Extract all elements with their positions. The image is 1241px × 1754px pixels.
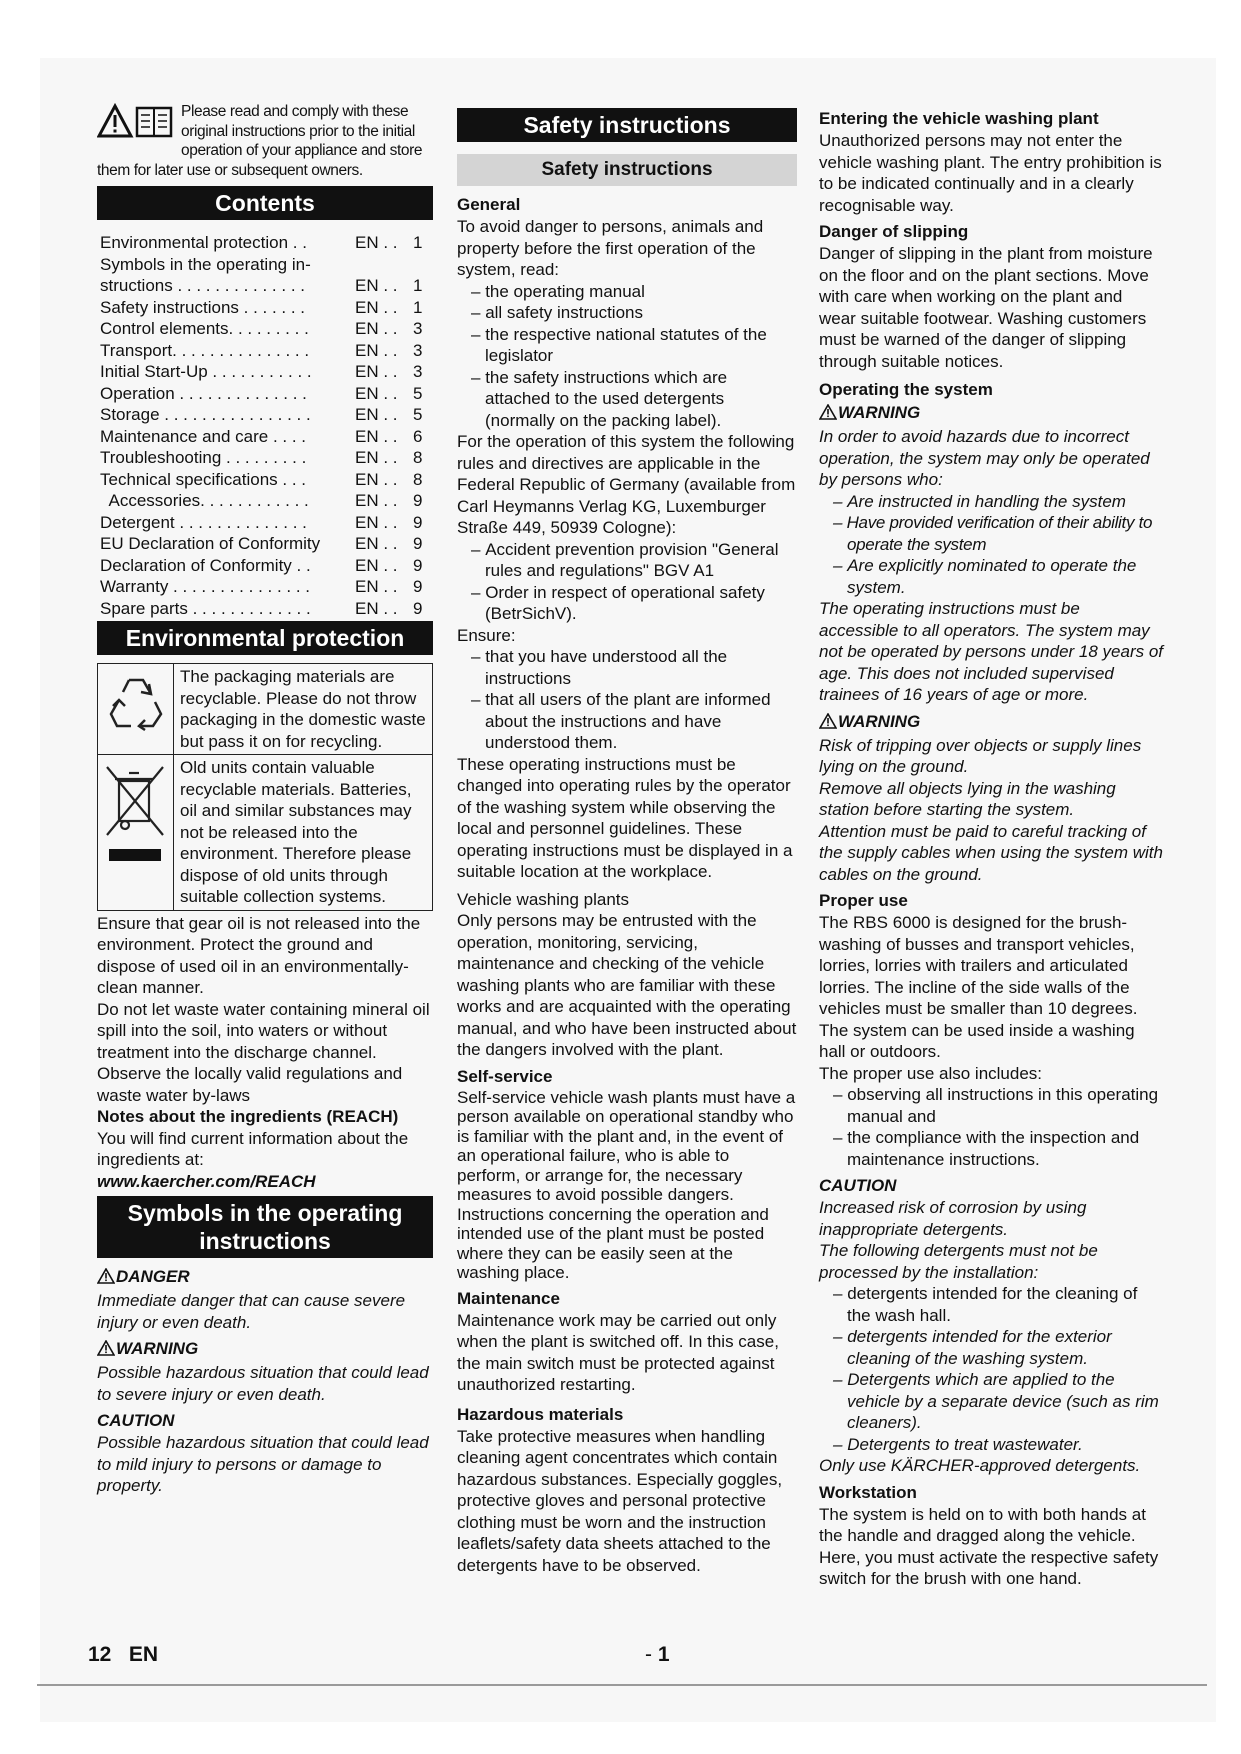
- toc-entry[interactable]: [100, 469, 433, 491]
- toc-entry-language: EN . .: [355, 297, 398, 317]
- column-left: [97, 102, 433, 1497]
- toc-entry-page: 5: [413, 405, 423, 424]
- toc-entry-page: 9: [413, 577, 423, 596]
- toc-entry-title: Warranty . . . . . . . . . . . . . . .: [100, 577, 311, 596]
- toc-entry-title: Maintenance and care . . . .: [100, 426, 307, 446]
- toc-entry-page: 1: [413, 233, 423, 252]
- reach-text: You will find current information about the ingredients at:: [97, 1128, 409, 1169]
- list-item: – Are explicitly nominated to operate the system.: [819, 555, 1163, 598]
- list-item: – Are instructed in handling the system: [819, 491, 1163, 513]
- toc-entry[interactable]: [100, 447, 433, 469]
- toc-entry-language: EN . .: [355, 405, 398, 424]
- operating-warning-text: In order to avoid hazards due to incorrect operation, the system may only be operated by persons who:: [819, 427, 1150, 489]
- proper-use-heading: Proper use: [819, 891, 908, 910]
- toc-entry-page: 3: [413, 319, 423, 338]
- caution-label: CAUTION: [819, 1176, 897, 1195]
- toc-entry[interactable]: [100, 232, 433, 254]
- toc-entry-page: 9: [413, 512, 423, 532]
- toc-entry[interactable]: [100, 533, 433, 555]
- toc-entry[interactable]: [100, 555, 433, 577]
- list-item: – that you have understood all the instructions: [457, 646, 797, 689]
- toc-entry-language: EN . .: [355, 319, 398, 338]
- toc-entry-language: EN . .: [355, 491, 398, 510]
- proper-use-text: The RBS 6000 is designed for the brush-washing of busses and transport vehicles, lorries, lorries with trailers and articulated lorries. The incline of the side walls of the vehicles must be smaller than 10 degrees. The system can be used inside a washing hall or outdoors.: [819, 913, 1138, 1061]
- tripping-text: Risk of tripping over objects or supply lines lying on the ground.: [819, 735, 1142, 776]
- center-page-number: - 1: [645, 1643, 670, 1666]
- gear-oil-text: Ensure that gear oil is not released into the environment. Protect the ground and dispose of used oil in an environmentally-clean manner.: [97, 913, 421, 997]
- toc-entry-title: Declaration of Conformity . .: [100, 555, 311, 575]
- environment-row-old-units: [98, 755, 432, 910]
- toc-entry-language: EN . .: [355, 448, 398, 467]
- reach-link[interactable]: www.kaercher.com/REACH: [97, 1171, 316, 1191]
- toc-entry[interactable]: [100, 576, 433, 598]
- symbols-heading: Symbols in the operating instructions: [97, 1196, 433, 1258]
- operating-rules-text: These operating instructions must be changed into operating rules by the operator of the washing system while observing the local and personnel guidelines. These operating instructions must be displayed in a suitable location at the workplace.: [457, 754, 793, 881]
- toc-entry-title: Detergent . . . . . . . . . . . . . .: [100, 512, 307, 532]
- caution-label: CAUTION: [97, 1411, 175, 1430]
- environment-table: [97, 663, 433, 911]
- toc-entry-language: EN . .: [355, 362, 398, 381]
- list-item: – all safety instructions: [457, 302, 797, 324]
- toc-entry-language: EN . .: [355, 534, 398, 553]
- list-item: – Detergents to treat wastewater.: [819, 1434, 1163, 1456]
- list-item: – Detergents which are applied to the vehicle by a separate device (such as rim cleaners).: [819, 1369, 1163, 1434]
- workstation-text: The system is held on to with both hands at the handle and dragged along the vehicle. Here, you must activate the respective safety switch for the brush with one hand.: [819, 1504, 1159, 1588]
- vehicle-washing-plants-label: Vehicle washing plants: [457, 889, 630, 909]
- toc-entry-page: 8: [413, 448, 423, 467]
- notice-text: Please read and comply with these original instructions prior to the initial operation of your appliance and store them for later use or subsequent owners.: [97, 103, 423, 179]
- list-item: – Order in respect of operational safety (BetrSichV).: [457, 582, 797, 625]
- list-item: – the operating manual: [457, 281, 797, 303]
- regulations-text: For the operation of this system the following rules and directives are applicable in the Federal Republic of Germany (available from Carl Heymanns Verlag KG, Luxemburger Straße 449, 50939 Cologne):: [457, 432, 796, 537]
- toc-entry-title: Initial Start-Up . . . . . . . . . . .: [100, 362, 312, 381]
- danger-text: Immediate danger that can cause severe injury or even death.: [97, 1291, 406, 1332]
- toc-entry-language: EN . .: [355, 426, 398, 446]
- toc-entry-language: EN . .: [355, 555, 398, 575]
- entering-heading: Entering the vehicle washing plant: [819, 109, 1099, 128]
- toc-entry-language: EN . .: [355, 383, 398, 403]
- list-item: – the compliance with the inspection and maintenance instructions.: [819, 1127, 1163, 1170]
- toc-entry-title: Storage . . . . . . . . . . . . . . . .: [100, 405, 311, 424]
- toc-entry-page: 8: [413, 469, 423, 489]
- maintenance-heading: Maintenance: [457, 1288, 560, 1308]
- toc-entry[interactable]: [100, 383, 433, 405]
- general-list: [457, 281, 797, 432]
- danger-label: DANGER: [97, 1266, 433, 1290]
- old-units-text: Old units contain valuable recyclable materials. Batteries, oil and similar substances may not be released into the environment. Therefore please dispose of old units through suitable collection systems.: [180, 758, 412, 906]
- toc-entry-title: Spare parts . . . . . . . . . . . . .: [100, 598, 311, 618]
- recycling-icon: [98, 664, 174, 754]
- toc-entry[interactable]: [100, 297, 433, 319]
- maintenance-text: Maintenance work may be carried out only when the plant is switched off. In this case, the main switch must be protected against unauthorized restarting.: [457, 1310, 779, 1394]
- packaging-text: The packaging materials are recyclable. Please do not throw packaging in the domestic waste but pass it on for recycling.: [180, 667, 426, 751]
- vehicle-washing-plants-text: Only persons may be entrusted with the operation, monitoring, servicing, maintenance and checking of the vehicle washing plants who are familiar with these works and are acquainted with the operating manual, and who have been instructed about the dangers involved with the plant.: [457, 911, 797, 1059]
- toc-entry-title: Transport. . . . . . . . . . . . . . .: [100, 340, 310, 360]
- remove-objects-text: Remove all objects lying in the washing station before starting the system.: [819, 778, 1116, 819]
- toc-entry-title: Control elements. . . . . . . . .: [100, 319, 309, 338]
- list-item: – Have provided verification of their ability to operate the system: [819, 512, 1163, 555]
- toc-entry-page: 3: [413, 340, 423, 360]
- toc-entry-page: 3: [413, 362, 423, 381]
- toc-entry-language: EN . .: [355, 340, 398, 360]
- general-text: To avoid danger to persons, animals and property before the first operation of the system, read:: [457, 217, 764, 279]
- toc-entry-page: 5: [413, 383, 423, 403]
- toc-entry-title: Technical specifications . . .: [100, 469, 306, 489]
- toc-entry-language: EN . .: [355, 512, 398, 532]
- notice-block: [97, 102, 433, 180]
- toc-entry-page: 9: [413, 598, 423, 618]
- warning-book-icon: [97, 102, 177, 142]
- self-service-text: Self-service vehicle wash plants must have a person available on operational standby who is familiar with the plant and, in the event of an operational failure, who is able to perform, or arrange for, the necessary measures to avoid possible dangers. Instructions concerning the operation and intended use of the plant must be posted where they can be easily seen at the washing place.: [457, 1087, 796, 1282]
- toc-entry-title: Safety instructions . . . . . . .: [100, 297, 306, 317]
- toc-entry-language: EN . .: [355, 469, 398, 489]
- toc-entry-language: EN . .: [355, 577, 398, 596]
- approved-detergents-text: Only use KÄRCHER-approved detergents.: [819, 1456, 1141, 1475]
- reach-heading: Notes about the ingredients (REACH): [97, 1107, 399, 1126]
- caution-text: Possible hazardous situation that could lead to mild injury to persons or damage to property.: [97, 1433, 429, 1495]
- warning-triangle-icon: [97, 1340, 115, 1362]
- warning-text: Possible hazardous situation that could lead to severe injury or even death.: [97, 1363, 429, 1404]
- list-item: – that all users of the plant are informed about the instructions and have understood them.: [457, 689, 797, 754]
- list-item: – detergents intended for the exterior cleaning of the washing system.: [819, 1326, 1163, 1369]
- toc-entry-language: EN . .: [355, 598, 398, 618]
- general-heading: General: [457, 195, 521, 214]
- list-item: – the safety instructions which are attached to the used detergents (normally on the packing label).: [457, 367, 797, 432]
- column-right: [819, 108, 1163, 1590]
- slipping-text: Danger of slipping in the plant from moisture on the floor and on the plant sections. Move with care when working on the plant and wear suitable footwear. Washing customers must be warned of the danger of slipping through suitable notices.: [819, 244, 1153, 371]
- toc-entry-title: Accessories. . . . . . . . . . . .: [100, 491, 309, 510]
- toc-entry-page: 1: [413, 276, 423, 295]
- operating-system-heading: Operating the system: [819, 380, 993, 399]
- toc-entry-page: 1: [413, 297, 423, 317]
- toc-entry[interactable]: [100, 426, 433, 448]
- waste-water-text: Do not let waste water containing mineral oil spill into the soil, into waters or without treatment into the discharge channel. Observe the locally valid regulations and waste water by-laws: [97, 999, 430, 1105]
- entering-text: Unauthorized persons may not enter the vehicle washing plant. The entry prohibition is to be indicated continually and in a clearly recognisable way.: [819, 131, 1162, 215]
- toc-entry[interactable]: [100, 598, 433, 620]
- proper-use-also: The proper use also includes:: [819, 1063, 1043, 1083]
- list-item: – observing all instructions in this operating manual and: [819, 1084, 1163, 1127]
- environment-row-packaging: [98, 664, 432, 755]
- toc-entry[interactable]: [100, 490, 433, 512]
- warning-triangle-icon: [819, 713, 837, 735]
- crossed-out-bin-icon: [98, 755, 174, 910]
- warning-triangle-icon: [97, 1268, 115, 1290]
- environmental-protection-heading: Environmental protection: [97, 621, 433, 655]
- toc-entry[interactable]: [100, 361, 433, 383]
- list-item: – Accident prevention provision "General rules and regulations" BGV A1: [457, 539, 797, 582]
- cable-tracking-text: Attention must be paid to careful tracking of the supply cables when using the system with cables on the ground.: [819, 821, 1163, 884]
- safety-instructions-heading: Safety instructions: [457, 108, 797, 142]
- column-middle: [457, 108, 797, 1576]
- toc-entry[interactable]: [100, 318, 433, 340]
- slipping-heading: Danger of slipping: [819, 222, 969, 241]
- workstation-heading: Workstation: [819, 1482, 917, 1502]
- toc-entry-page: 9: [413, 491, 423, 510]
- corrosion-text: Increased risk of corrosion by using inappropriate detergents.: [819, 1198, 1087, 1239]
- toc-entry-title: Troubleshooting . . . . . . . . .: [100, 448, 307, 467]
- toc-entry[interactable]: [100, 404, 433, 426]
- footer-divider: [37, 1684, 1207, 1686]
- toc-entry-language: EN . .: [355, 233, 398, 252]
- toc-entry[interactable]: [100, 254, 433, 276]
- toc-entry[interactable]: [100, 275, 433, 297]
- toc-entry-page: 9: [413, 555, 423, 575]
- hazardous-materials-heading: Hazardous materials: [457, 1404, 624, 1424]
- toc-entry-title: EU Declaration of Conformity: [100, 534, 321, 553]
- toc-entry-page: 6: [413, 426, 423, 446]
- toc-entry-title: Environmental protection . .: [100, 233, 307, 252]
- list-item: – the respective national statutes of the legislator: [457, 324, 797, 367]
- language-code: EN: [128, 1643, 159, 1666]
- page-number: 12 EN: [88, 1643, 159, 1666]
- safety-instructions-subheading: Safety instructions: [457, 154, 797, 186]
- self-service-heading: Self-service: [457, 1066, 553, 1086]
- warning-label: WARNING: [819, 402, 1163, 426]
- toc-entry[interactable]: [100, 512, 433, 534]
- toc-entry-page: 9: [413, 534, 423, 553]
- warning-triangle-icon: [819, 404, 837, 426]
- contents-heading: Contents: [97, 186, 433, 220]
- toc-entry-title: structions . . . . . . . . . . . . . .: [100, 276, 305, 295]
- hazardous-materials-text: Take protective measures when handling cleaning agent concentrates which contain hazardous substances. Especially goggles, protective gloves and personal protective clothing must be worn and the instruction leaflets/safety data sheets attached to the detergents have to be observed.: [457, 1426, 783, 1575]
- toc-entry[interactable]: [100, 340, 433, 362]
- operating-access-text: The operating instructions must be accessible to all operators. The system may not be operated by persons under 18 years of age. This does not included supervised trainees of 16 years of age or more.: [819, 599, 1164, 704]
- warning-label: WARNING: [97, 1338, 433, 1362]
- toc-entry-language: EN . .: [355, 276, 398, 295]
- warning-label: WARNING: [819, 711, 1163, 735]
- table-of-contents: [97, 232, 433, 619]
- detergents-text: The following detergents must not be processed by the installation:: [819, 1241, 1098, 1282]
- toc-entry-title: Symbols in the operating in-: [100, 254, 311, 274]
- toc-entry-title: Operation . . . . . . . . . . . . . .: [100, 383, 307, 403]
- ensure-label: Ensure:: [457, 625, 516, 645]
- list-item: – detergents intended for the cleaning of the wash hall.: [819, 1283, 1163, 1326]
